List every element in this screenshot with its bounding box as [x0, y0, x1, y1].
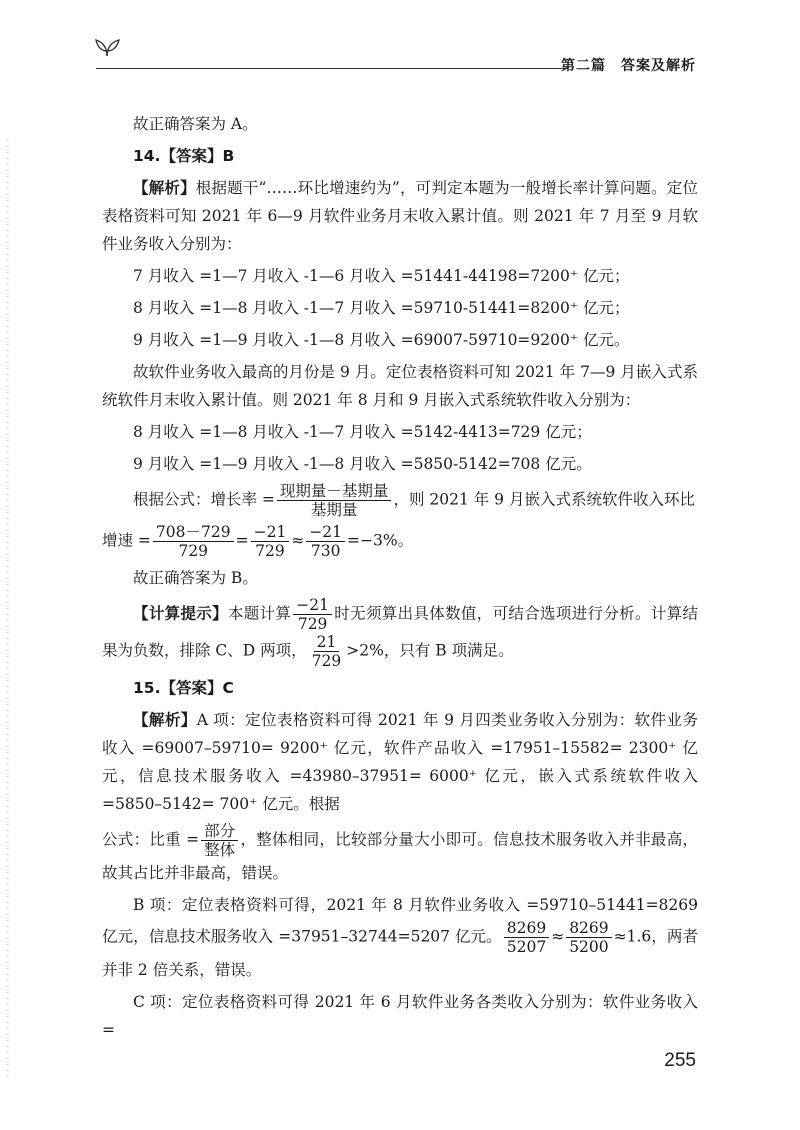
question-15-answer: 15.【答案】C: [133, 679, 234, 697]
binding-marks: [6, 140, 9, 1080]
calc-tip: 【计算提示】本题计算 $\frac{-21}{729}$ 时无须算出具体数值，可结合选项进行分析。计算结果为负数，排除 C、D 两项， $\frac{21}{729}$ >2%，只有 B 项满足。: [102, 596, 698, 670]
fraction: $\frac{8269}{5200}$: [566, 919, 611, 956]
calc-line: 9 月收入 =1—9 月收入 -1—8 月收入 =69007-59710=9200⁺ 亿元。: [133, 331, 630, 349]
option-b: B 项：定位表格资料可得，2021 年 8 月软件业务收入 =59710–51441=8269 亿元，信息技术服务收入 =37951–32744=5207 亿元。 $\frac{8269}{5207}$ ≈ $\frac{8269}{5200}$ ≈1.6，两者并非 2 倍关系，错误。: [102, 896, 698, 979]
fraction: $\frac{-21}{729}$: [293, 596, 332, 633]
analysis-15: 【解析】A 项：定位表格资料可得 2021 年 9 月四类业务收入分别为：软件业务收入 =69007–59710= 9200⁺ 亿元，软件产品收入 =17951–15582= 2300⁺ 亿元，信息技术服务收入 =43980–37951= 6000⁺ 亿元，嵌入式系统软件收入 =5850–5142= 700⁺ 亿元。根据: [102, 711, 698, 813]
calc-line: 8 月收入 =1—8 月收入 -1—7 月收入 =59710-51441=8200⁺ 亿元；: [133, 299, 630, 317]
fraction: $\frac{708-729}{729}$: [153, 523, 234, 560]
header-rule: [96, 68, 566, 69]
formula-ratio: 公式：比重 = $\frac{\text{部分}}{\text{整体}}$ ，整体相同，比较部分量大小即可。信息技术服务收入并非最高，故其占比并非最高，错误。: [102, 822, 698, 882]
fraction: $\frac{\text{现期量－基期量}}{\text{基期量}}$: [277, 482, 392, 519]
fraction: $\frac{8269}{5207}$: [504, 919, 549, 956]
option-c: C 项：定位表格资料可得 2021 年 6 月软件业务各类收入分别为：软件业务收入 =: [102, 993, 698, 1039]
formula-speed: 增速 = $\frac{708-729}{729}$ = $\frac{-21}{729}$ ≈ $\frac{-21}{730}$ =−3%。: [102, 523, 414, 560]
fraction: $\frac{-21}{729}$: [251, 523, 290, 560]
calc-line: 9 月收入 =1—9 月收入 -1—8 月收入 =5850-5142=708 亿元。: [133, 455, 592, 473]
fraction: $\frac{\text{部分}}{\text{整体}}$: [201, 822, 238, 859]
conclusion: 故正确答案为 B。: [133, 569, 258, 587]
fraction: $\frac{-21}{730}$: [306, 523, 345, 560]
paragraph: 故软件业务收入最高的月份是 9 月。定位表格资料可知 2021 年 7—9 月嵌入式系统软件月末收入累计值。则 2021 年 8 月和 9 月嵌入式系统软件收入分别为：: [102, 363, 698, 409]
page-content: [102, 110, 698, 1048]
section-title: 第二篇 答案及解析: [561, 58, 696, 74]
analysis-14: 【解析】根据题干“……环比增速约为”，可判定本题为一般增长率计算问题。定位表格资料可知 2021 年 6—9 月软件业务月末收入累计值。则 2021 年 7 月至 9 月软件业务收入分别为：: [102, 179, 698, 253]
question-14-answer: 14.【答案】B: [133, 147, 235, 165]
paragraph: 故正确答案为 A。: [133, 115, 258, 133]
page-number: 255: [664, 1050, 696, 1071]
formula-growth: 根据公式：增长率 = $\frac{\text{现期量－基期量}}{\text{基期量}}$ ，则 2021 年 9 月嵌入式系统软件收入环比: [133, 482, 695, 519]
calc-line: 7 月收入 =1—7 月收入 -1—6 月收入 =51441-44198=7200⁺ 亿元；: [133, 267, 630, 285]
fraction: $\frac{21}{729}$: [311, 633, 342, 670]
calc-line: 8 月收入 =1—8 月收入 -1—7 月收入 =5142-4413=729 亿元；: [133, 423, 592, 441]
leaf-icon: [93, 36, 123, 58]
